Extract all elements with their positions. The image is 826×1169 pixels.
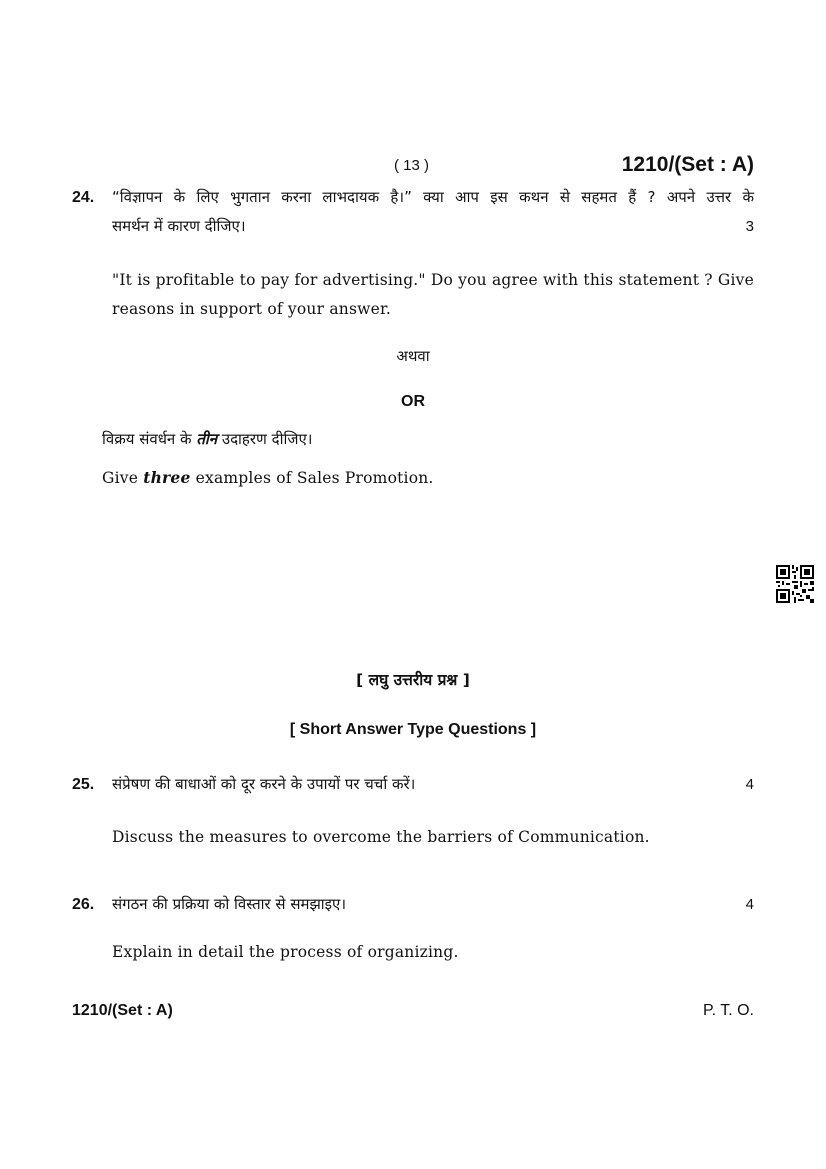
or-hindi: अथवा: [396, 347, 430, 365]
question-number-24: 24.: [72, 189, 95, 206]
q25-marks: 4: [745, 776, 754, 793]
q24-alt-english-before: Give: [102, 469, 144, 487]
q24-alt-hindi-after: उदाहरण दीजिए।: [217, 430, 313, 448]
q26-hindi: संगठन की प्रक्रिया को विस्तार से समझाइए।: [112, 895, 347, 913]
set-code-header: 1210/(Set : A): [621, 153, 754, 176]
pto-label: P. T. O.: [703, 1002, 754, 1019]
q24-marks: 3: [745, 218, 754, 235]
q24-alt-hindi-emphasis: तीन: [196, 430, 218, 448]
q24-english-line2: reasons in support of your answer.: [112, 300, 391, 318]
q24-alt-hindi-before: विक्रय संवर्धन के: [102, 430, 197, 448]
q25-hindi: संप्रेषण की बाधाओं को दूर करने के उपायों पर चर्चा करें।: [112, 775, 416, 793]
set-code-footer: 1210/(Set : A): [72, 1002, 173, 1019]
page-number: ( 13 ): [394, 157, 430, 174]
q24-alternative-english: [102, 468, 434, 487]
q24-english-line1: "It is profitable to pay for advertising." Do you agree with this statement ? Give: [112, 271, 754, 289]
q24-hindi-line1: “विज्ञापन के लिए भुगतान करना लाभदायक है।” क्या आप इस कथन से सहमत हैं ? अपने उत्तर के: [112, 188, 754, 206]
q26-marks: 4: [745, 896, 754, 913]
q24-alt-english-after: examples of Sales Promotion.: [190, 469, 434, 487]
or-english: OR: [401, 393, 425, 410]
question-number-25: 25.: [72, 776, 95, 793]
question-number-26: 26.: [72, 896, 95, 913]
q24-hindi-line2: समर्थन में कारण दीजिए।: [112, 217, 246, 235]
q24-alternative-hindi: [102, 429, 312, 449]
section-heading-english: [ Short Answer Type Questions ]: [289, 721, 537, 738]
q24-alt-english-emphasis: three: [143, 468, 191, 487]
q25-english: Discuss the measures to overcome the barriers of Communication.: [112, 828, 650, 846]
section-heading-hindi: [ लघु उत्तरीय प्रश्न ]: [356, 671, 470, 689]
qr-code: [776, 565, 814, 603]
q26-english: Explain in detail the process of organizing.: [112, 943, 459, 961]
